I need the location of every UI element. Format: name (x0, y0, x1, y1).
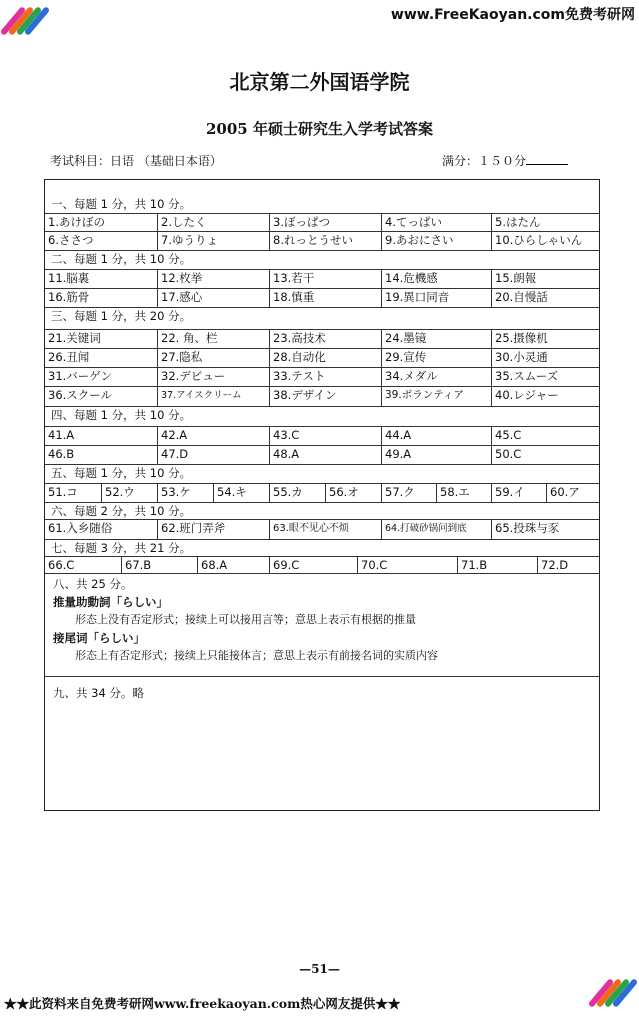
section-8-line-1: 推量助動詞「らしい」 (53, 595, 168, 609)
answer-cell: 72.D (537, 557, 601, 573)
answer-cell: 47.D (157, 446, 269, 464)
answer-cell: 50.C (491, 446, 601, 464)
answer-cell: 71.B (457, 557, 537, 573)
answer-cell: 52.ウ (101, 484, 157, 502)
footer-note: ★★此资料来自免费考研网www.freekaoyan.com热心网友提供★★ (4, 996, 401, 1011)
answer-cell: 29.宣传 (381, 349, 491, 367)
answer-cell: 34.メダル (381, 368, 491, 386)
score-blank (526, 152, 568, 165)
answer-cell: 41.A (48, 428, 75, 442)
answer-cell: 58.エ (436, 484, 491, 502)
answer-cell: 18.慎重 (269, 289, 381, 307)
answer-cell: 56.オ (325, 484, 381, 502)
answer-cell: 30.小灵通 (491, 349, 601, 367)
answer-cell: 2.したく (157, 214, 269, 231)
answer-cell: 44.A (381, 427, 491, 445)
section-5-row-1 (45, 484, 599, 503)
answer-cell: 39.ボランティア (381, 387, 491, 406)
answer-cell: 22. 角、栏 (157, 330, 269, 348)
section-8-divider (45, 676, 599, 677)
answer-cell: 21.关键词 (48, 331, 101, 345)
answer-cell: 3.ぼっぱつ (269, 214, 381, 231)
answer-cell: 65.投珠与豕 (491, 520, 601, 539)
answer-cell: 36.スクール (48, 388, 113, 402)
answer-cell: 48.A (269, 446, 381, 464)
answer-cell: 9.あおにさい (381, 232, 491, 250)
answer-cell: 64.打破砂锅问到底 (381, 520, 491, 539)
answer-cell: 7.ゆうりょ (157, 232, 269, 250)
answer-cell: 14.危機感 (381, 270, 491, 288)
answer-cell: 66.C (48, 558, 75, 572)
answer-cell: 32.デビュー (157, 368, 269, 386)
answer-cell: 1.あけぼの (48, 215, 105, 229)
full-score (442, 152, 568, 169)
section-5-title: 五、每题 1 分，共 10 分。 (45, 465, 599, 484)
section-7-title: 七、每题 3 分，共 21 分。 (45, 540, 599, 557)
answer-cell: 43.C (269, 427, 381, 445)
answer-cell: 11.脳裏 (48, 271, 90, 285)
answer-cell: 8.れっとうせい (269, 232, 381, 250)
answer-cell: 40.レジャー (491, 387, 601, 406)
section-2-row-2 (45, 289, 599, 308)
section-8-line-4: 形态上有否定形式；接续上只能接体言；意思上表示有前接名词的实质内容 (75, 649, 438, 662)
answer-cell: 46.B (48, 447, 75, 461)
answer-cell: 20.自慢話 (491, 289, 601, 307)
answer-cell: 23.高技术 (269, 330, 381, 348)
section-3-row-2 (45, 349, 599, 368)
answer-cell: 5.はたん (491, 214, 601, 231)
answer-cell: 17.感心 (157, 289, 269, 307)
exam-title: 2005 年硕士研究生入学考试答案 (206, 120, 433, 138)
answer-cell: 13.若干 (269, 270, 381, 288)
answer-cell: 10.ひらしゃいん (491, 232, 601, 250)
section-3-row-4 (45, 387, 599, 407)
answer-cell: 54.キ (213, 484, 269, 502)
section-6-row-1 (45, 520, 599, 540)
answer-cell: 25.摄像机 (491, 330, 601, 348)
site-logo-top (4, 2, 48, 40)
section-4-row-2 (45, 446, 599, 465)
section-1-row-2 (45, 232, 599, 251)
answer-cell: 53.ケ (157, 484, 213, 502)
answer-cell: 27.隐私 (157, 349, 269, 367)
answer-cell: 26.丑闻 (48, 350, 90, 364)
exam-subject: 考试科目：日语 （基础日本语） (50, 154, 222, 168)
section-2-row-1 (45, 270, 599, 289)
answer-cell: 67.B (121, 557, 197, 573)
section-4-title: 四、每题 1 分，共 10 分。 (45, 407, 599, 427)
answer-cell: 55.カ (269, 484, 325, 502)
answer-cell: 59.イ (491, 484, 546, 502)
site-logo-bottom (592, 974, 636, 1012)
answer-cell: 6.ささつ (48, 233, 94, 247)
section-8-line-3: 接尾词「らしい」 (53, 631, 145, 645)
section-4-row-1 (45, 427, 599, 446)
answer-cell: 45.C (491, 427, 601, 445)
answer-cell: 42.A (157, 427, 269, 445)
answer-cell: 60.ア (546, 484, 601, 502)
answer-cell: 62.班门弄斧 (157, 520, 269, 539)
answer-cell: 51.コ (48, 485, 78, 499)
section-1-title: 一、每题 1 分，共 10 分。 (45, 196, 599, 214)
full-score-text: 满分：１５０分 (442, 154, 527, 168)
answer-cell: 35.スムーズ (491, 368, 601, 386)
section-1-row-1 (45, 214, 599, 232)
answer-cell: 57.ク (381, 484, 436, 502)
answer-cell: 15.朗報 (491, 270, 601, 288)
answer-cell: 16.筋骨 (48, 290, 90, 304)
answer-cell: 19.異口同音 (381, 289, 491, 307)
answer-cell: 38.デザイン (269, 387, 381, 406)
section-8-title: 八、共 25 分。 (53, 577, 133, 591)
answer-cell: 61.入乡随俗 (48, 521, 113, 535)
answer-cell: 70.C (357, 557, 457, 573)
site-url[interactable]: www.FreeKaoyan.com免费考研网 (390, 7, 635, 23)
section-9-title: 九、共 34 分。略 (53, 686, 144, 700)
section-7-row-1 (45, 557, 599, 574)
answer-cell: 49.A (381, 446, 491, 464)
answer-cell: 31.バーゲン (48, 369, 113, 383)
section-8 (53, 575, 438, 665)
school-name: 北京第二外国语学院 (229, 70, 410, 94)
answer-cell: 37.アイスクリーム (157, 387, 269, 406)
answer-cell: 63.眼不见心不烦 (269, 520, 381, 539)
section-2-title: 二、每题 1 分，共 10 分。 (45, 251, 599, 270)
section-3-row-3 (45, 368, 599, 387)
answer-cell: 68.A (197, 557, 269, 573)
section-6-title: 六、每题 2 分，共 10 分。 (45, 503, 599, 520)
page-number: —51— (299, 962, 340, 976)
answer-cell: 4.てっぱい (381, 214, 491, 231)
answer-cell: 24.墨镜 (381, 330, 491, 348)
section-3-row-1 (45, 330, 599, 349)
section-3-title: 三、每题 1 分，共 20 分。 (45, 308, 599, 330)
answer-cell: 12.枚挙 (157, 270, 269, 288)
answer-cell: 33.テスト (269, 368, 381, 386)
answer-cell: 69.C (269, 557, 357, 573)
answer-cell: 28.自动化 (269, 349, 381, 367)
section-8-line-2: 形态上没有否定形式；接续上可以接用言等；意思上表示有根据的推量 (75, 613, 416, 626)
answer-sheet (44, 179, 600, 811)
